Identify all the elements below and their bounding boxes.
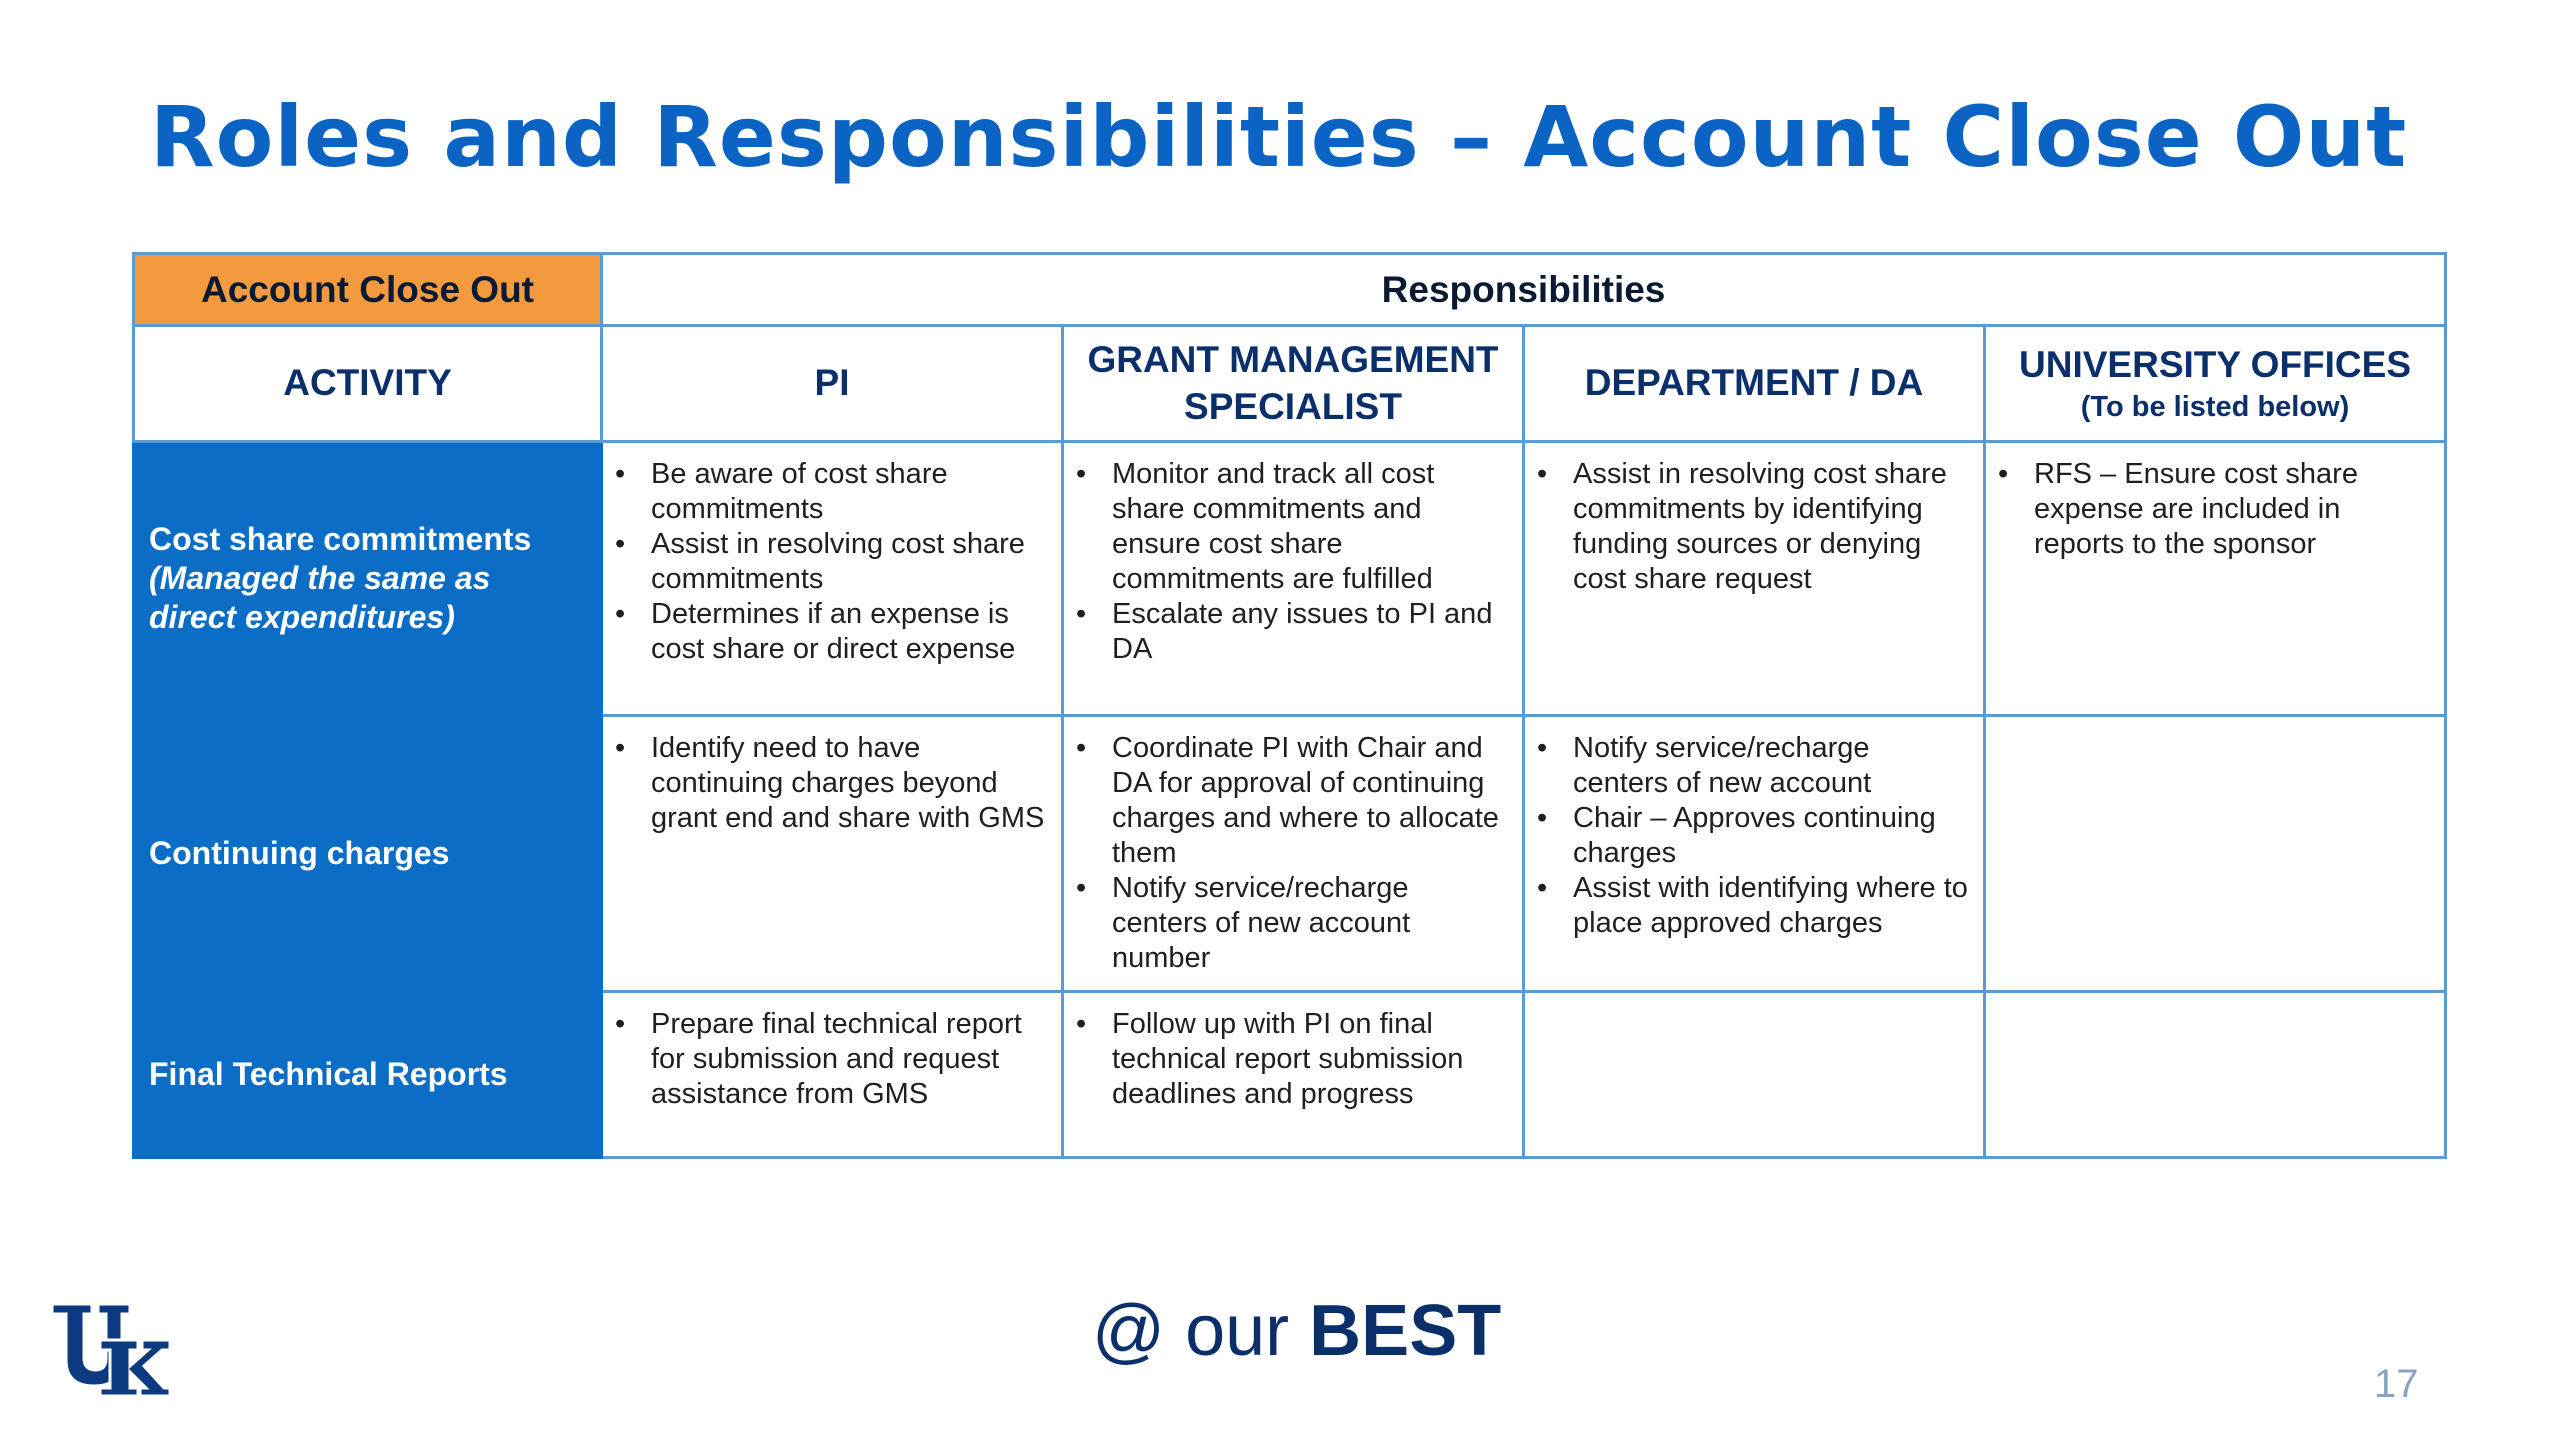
- column-header-gms-line1: GRANT MANAGEMENT: [1087, 339, 1499, 381]
- tagline-at-our: @ our: [1092, 1291, 1290, 1371]
- list-item: • Determines if an expense is cost share or direct expense: [651, 597, 1049, 667]
- activity-label: Final Technical Reports: [149, 1055, 508, 1092]
- uk-logo-icon: [48, 1300, 172, 1405]
- column-header-gms-line2: SPECIALIST: [1184, 385, 1402, 427]
- univ-cell: [1985, 716, 2446, 992]
- dept-cell: [1524, 442, 1985, 716]
- dept-cell: [1524, 992, 1985, 1158]
- pi-cell: [602, 992, 1063, 1158]
- list-item: • Assist with identifying where to place approved charges: [1573, 871, 1971, 941]
- activity-cell: [134, 442, 602, 716]
- column-header-dept: DEPARTMENT / DA: [1524, 326, 1985, 442]
- list-item: • Monitor and track all cost share commitments and ensure cost share commitments are fulfilled: [1112, 457, 1510, 597]
- list-item: • Escalate any issues to PI and DA: [1112, 597, 1510, 667]
- dept-cell: [1524, 716, 1985, 992]
- tagline-best: BEST: [1309, 1291, 1502, 1371]
- list-item: • Be aware of cost share commitments: [651, 457, 1049, 527]
- list-item: • Identify need to have continuing charges beyond grant end and share with GMS: [651, 731, 1049, 836]
- univ-cell: [1985, 992, 2446, 1158]
- table-row: [134, 442, 2446, 716]
- list-item: • Prepare final technical report for submission and request assistance from GMS: [651, 1007, 1049, 1112]
- responsibilities-table: [132, 252, 2447, 1159]
- list-item: • Assist in resolving cost share commitments by identifying funding sources or denying cost share request: [1573, 457, 1971, 597]
- table-row: [134, 992, 2446, 1158]
- footer-tagline: [1092, 1290, 1501, 1372]
- univ-cell: [1985, 442, 2446, 716]
- page-number: 17: [2374, 1362, 2419, 1406]
- column-header-univ: [1985, 326, 2446, 442]
- activity-note: (Managed the same as direct expenditures): [149, 559, 491, 636]
- activity-cell: [134, 716, 602, 992]
- gms-cell: [1063, 992, 1524, 1158]
- list-item: • Chair – Approves continuing charges: [1573, 801, 1971, 871]
- list-item: • Follow up with PI on final technical report submission deadlines and progress: [1112, 1007, 1510, 1112]
- gms-cell: [1063, 716, 1524, 992]
- pi-cell: [602, 716, 1063, 992]
- pi-cell: [602, 442, 1063, 716]
- activity-cell: [134, 992, 602, 1158]
- list-item: • Coordinate PI with Chair and DA for approval of continuing charges and where to allocate them: [1112, 731, 1510, 871]
- column-header-univ-sub: (To be listed below): [2080, 390, 2350, 423]
- section-label-cell: Account Close Out: [134, 254, 602, 326]
- list-item: • Notify service/recharge centers of new account number: [1112, 871, 1510, 976]
- list-item: • Notify service/recharge centers of new account: [1573, 731, 1971, 801]
- column-header-pi: PI: [602, 326, 1063, 442]
- gms-cell: [1063, 442, 1524, 716]
- activity-label: Cost share commitments: [149, 520, 532, 557]
- column-header-gms: [1063, 326, 1524, 442]
- page-title: Roles and Responsibilities – Account Close Out: [150, 88, 2408, 186]
- responsibilities-header: Responsibilities: [602, 254, 2446, 326]
- list-item: • RFS – Ensure cost share expense are included in reports to the sponsor: [2034, 457, 2432, 562]
- column-header-activity: ACTIVITY: [134, 326, 602, 442]
- column-header-univ-title: UNIVERSITY OFFICES: [2019, 344, 2412, 386]
- list-item: • Assist in resolving cost share commitments: [651, 527, 1049, 597]
- activity-label: Continuing charges: [149, 834, 450, 871]
- table-row: [134, 716, 2446, 992]
